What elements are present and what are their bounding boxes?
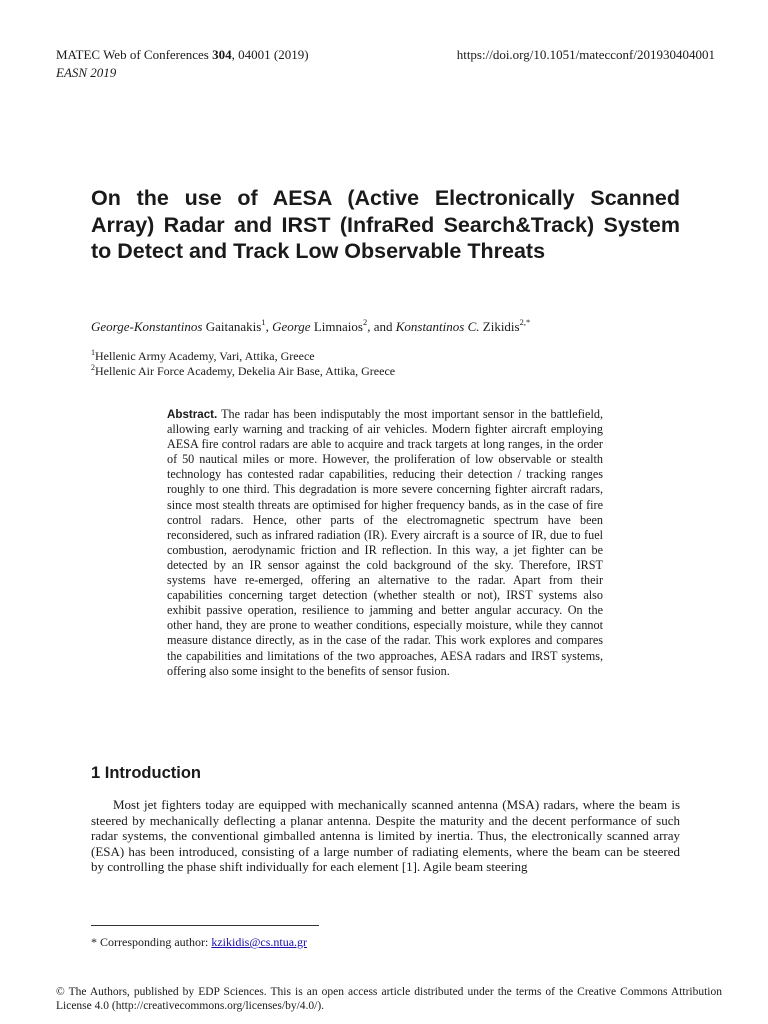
footnote (91, 934, 307, 950)
journal-citation (56, 46, 309, 64)
affiliation (91, 361, 691, 378)
author-separator: , and (367, 319, 396, 334)
affiliation-marker: 2 (91, 363, 95, 372)
journal-name: MATEC Web of Conferences (56, 47, 209, 62)
running-header (56, 46, 309, 82)
author-family-name: Zikidis (482, 319, 520, 334)
author-email-link[interactable]: kzikidis@cs.ntua.gr (211, 935, 308, 949)
author-affiliation-marker: 1 (261, 316, 266, 327)
affiliation-marker: 1 (91, 348, 95, 357)
author-affiliation-marker: 2,* (519, 316, 531, 327)
article-number: , 04001 (2019) (231, 47, 309, 62)
author-given-name: Konstantinos C. (395, 319, 480, 334)
paper-title: On the use of AESA (Active Electronically Scanned Array) Radar and IRST (InfraRed Search&Track) System to Detect and Track Low Observable Threats (91, 186, 680, 263)
abstract-text: The radar has been indisputably the most important sensor in the battlefield, allowing early warning and tracking of air vehicles. Modern fighter aircraft employing AESA fire control radars are able to acquire and track targets at long ranges, in the order of 50 nautical miles or more. However, the proliferation of low observable or stealth technology has contested radar capabilities, reducing their detection / tracking ranges roughly to one third. This degradation is more severe concerning fighter aircraft radars, since most stealth threats are optimised for higher frequency bands, as in the case of fire control radars. Hence, other parts of the electromagnetic spectrum have been reconsidered, such as infrared radiation (IR). Every aircraft is a source of IR, due to fuel combustion, aerodynamic friction and IR reflection. In this way, a jet fighter can be detected by an IR sensor against the cold background of the sky. Therefore, IRST systems have re-emerged, offering an alternative to the radar. Apart from their capabilities concerning target detection (whether stealth or not), IRST systems also exhibit passive operation, resilience to jamming and better angular accuracy. On the other hand, they are prone to weather conditions, especially moisture, while they cannot measure distance directly, as in the case of the radar. This work explores and compares the capabilities and limitations of the two approaches, AESA radars and IRST systems, offering also some insight to the benefits of sensor fusion. (167, 407, 603, 678)
affiliation-text: Hellenic Air Force Academy, Dekelia Air Base, Attika, Greece (95, 364, 396, 378)
body-paragraph: Most jet fighters today are equipped with mechanically scanned antenna (MSA) radars, where the beam is steered by mechanically deflecting a planar antenna. Despite the maturity and the decent performance of such radar systems, the conventional gimballed antenna is limited by inertia. Thus, the electronically scanned array (ESA) has been introduced, consisting of a large number of radiating elements, where the beam can be steered by controlling the phase shift individually for each element [1]. Agile beam steering (91, 797, 680, 875)
author-affiliation-marker: 2 (362, 316, 368, 327)
footnote-label: Corresponding author: (100, 935, 209, 949)
author-family-name: Gaitanakis (205, 319, 262, 334)
abstract (167, 407, 603, 679)
affiliation-text: Hellenic Army Academy, Vari, Attika, Greece (95, 349, 315, 363)
doi-link[interactable]: https://doi.org/10.1051/matecconf/201930404001 (456, 47, 715, 62)
author-given-name: George-Konstantinos (91, 319, 203, 334)
section-heading: 1 Introduction (91, 764, 201, 782)
author-list (91, 318, 691, 336)
author-family-name: Limnaios (313, 319, 363, 334)
abstract-label: Abstract. (167, 408, 218, 421)
author-separator: , (265, 319, 273, 334)
license-notice: © The Authors, published by EDP Sciences. This is an open access article distributed under the terms of the Creative Commons Attribution License 4.0 (http://creativecommons.org/licenses/by/4.0/). (56, 986, 722, 1012)
author-given-name: George (272, 319, 311, 334)
journal-volume: 304 (212, 47, 232, 62)
footnote-marker: * (91, 935, 97, 949)
conference-name: EASN 2019 (56, 65, 117, 80)
footnote-divider (91, 925, 319, 926)
